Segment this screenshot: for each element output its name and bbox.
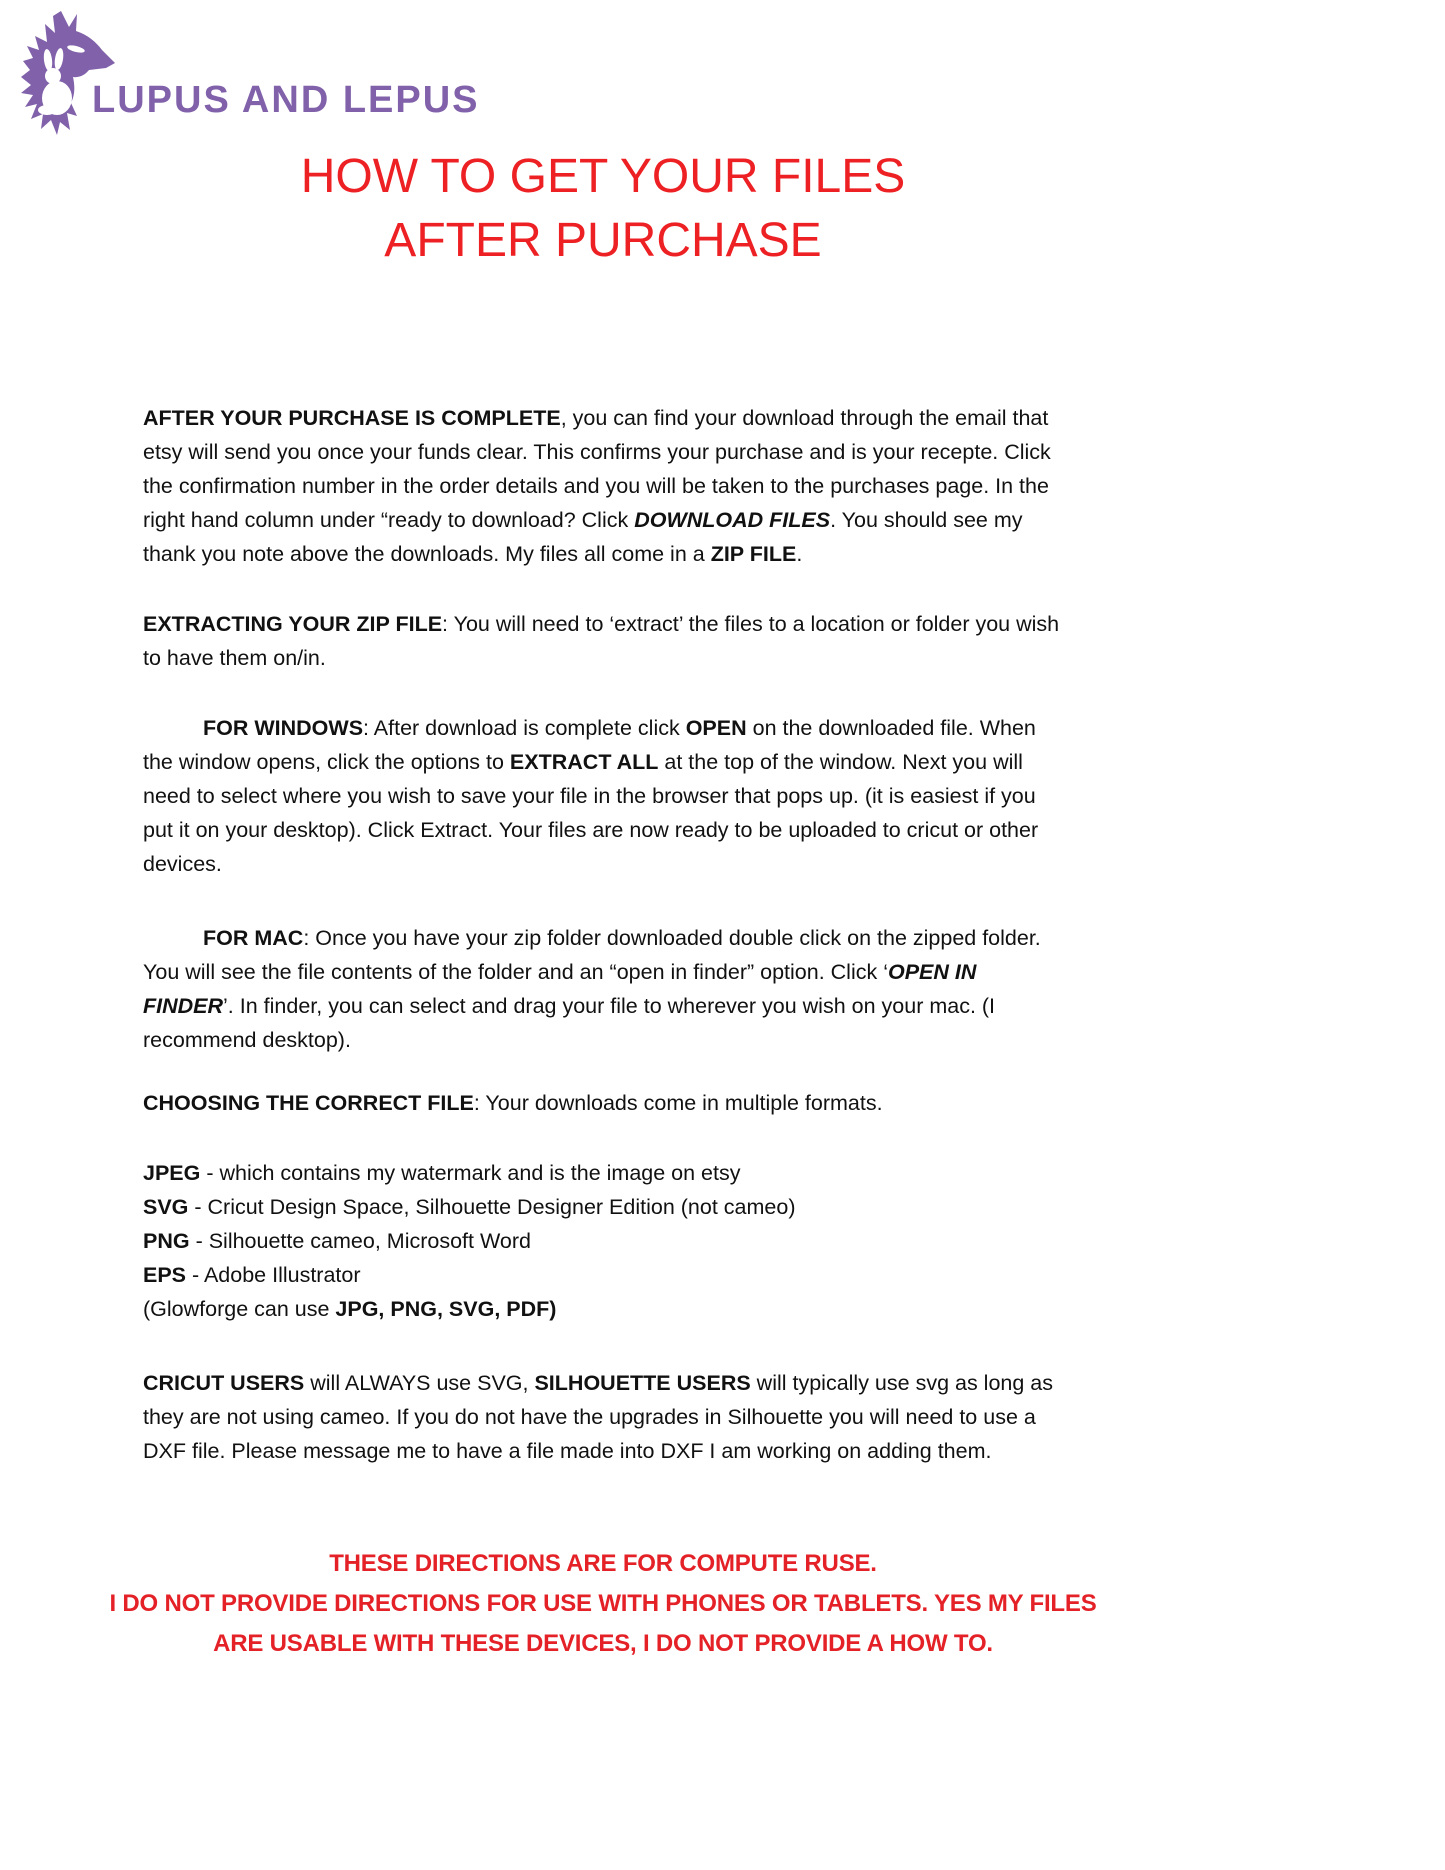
text-run: .: [796, 542, 803, 566]
text-run: : Your downloads come in multiple formats.: [473, 1091, 883, 1115]
title-line-1: HOW TO GET YOUR FILES: [300, 150, 906, 203]
text-run: AFTER YOUR PURCHASE IS COMPLETE: [143, 406, 561, 430]
text-run: OPEN IN FINDER: [143, 960, 977, 1018]
title-line-2: AFTER PURCHASE: [384, 214, 822, 267]
text-run: at the top of the window. Next you will need to select where you wish to save your file in the browser that pops up. (it is easiest if you put it on your desktop). Click Extract. Your files are now ready to be uploaded to cricut or other devices.: [143, 750, 1039, 876]
format-item-eps: [143, 1258, 1063, 1292]
format-desc: - Silhouette cameo, Microsoft Word: [189, 1229, 531, 1253]
format-item-png: [143, 1224, 1063, 1258]
format-desc: - Adobe Illustrator: [186, 1263, 361, 1287]
paragraph-for-windows: [143, 711, 1063, 881]
format-note-glowforge: [143, 1292, 1063, 1326]
disclaimer-line-1: THESE DIRECTIONS ARE FOR COMPUTE RUSE.: [329, 1550, 877, 1577]
text-run: OPEN: [685, 716, 747, 740]
paragraph-for-mac: [143, 921, 1063, 1057]
brand-name: LUPUS AND LEPUS: [92, 79, 480, 121]
format-label: EPS: [143, 1263, 187, 1287]
text-run: EXTRACTING YOUR ZIP FILE: [143, 612, 443, 636]
text-run: will typically use svg as long as they are not using cameo. If you do not have the upgrades in Silhouette you will need to use a DXF file. Please message me to have a file made into DXF I am working on adding them.: [143, 1371, 1054, 1463]
text-run: FOR WINDOWS: [203, 716, 364, 740]
format-desc: - Cricut Design Space, Silhouette Designer Edition (not cameo): [188, 1195, 796, 1219]
disclaimer-line-2: I DO NOT PROVIDE DIRECTIONS FOR USE WITH PHONES OR TABLETS. YES MY FILES: [109, 1590, 1097, 1617]
text-run: DOWNLOAD FILES: [634, 508, 831, 532]
brand-logo: [16, 8, 480, 138]
text-run: , you can find your download through the email that etsy will send you once your funds clear. This confirms your purchase and is your recepte. Click the confirmation number in the order details and you will be taken to the purchases page. In the right hand column under “ready to download? Click: [143, 406, 1051, 532]
paragraph-choosing-file: [143, 1086, 1063, 1120]
text-run: FOR MAC: [203, 926, 304, 950]
text-run: ZIP FILE: [710, 542, 797, 566]
text-run: . You should see my thank you note above the downloads. My files all come in a: [143, 508, 1023, 566]
paragraph-after-purchase: [143, 401, 1063, 571]
text-run: CRICUT USERS: [143, 1371, 305, 1395]
document-body: [109, 0, 1097, 1664]
disclaimer-line-3: ARE USABLE WITH THESE DEVICES, I DO NOT PROVIDE A HOW TO.: [213, 1630, 993, 1657]
paragraph-cricut-users: [143, 1366, 1063, 1468]
text-run: ’. In finder, you can select and drag your file to wherever you wish on your mac. (I recommend desktop).: [143, 994, 996, 1052]
paragraph-extracting-zip: [143, 607, 1063, 675]
format-label: JPEG: [143, 1161, 201, 1185]
format-label: SVG: [143, 1195, 189, 1219]
format-item-svg: [143, 1190, 1063, 1224]
text-run: : Once you have your zip folder downloaded double click on the zipped folder. You will see the file contents of the folder and an “open in finder” option. Click ‘: [143, 926, 1041, 984]
text-run: will ALWAYS use SVG,: [304, 1371, 535, 1395]
format-desc: - which contains my watermark and is the image on etsy: [200, 1161, 741, 1185]
text-run: on the downloaded file. When the window opens, click the options to: [143, 716, 1036, 774]
text-run: EXTRACT ALL: [509, 750, 659, 774]
text-run: CHOOSING THE CORRECT FILE: [143, 1091, 474, 1115]
format-list: [143, 1156, 1063, 1326]
text-run: JPG, PNG, SVG, PDF): [335, 1297, 557, 1321]
text-run: : After download is complete click: [363, 716, 686, 740]
disclaimer-notice: [98, 1544, 1108, 1664]
text-run: : You will need to ‘extract’ the files to a location or folder you wish to have them on/in.: [143, 612, 1060, 670]
text-run: (Glowforge can use: [143, 1297, 336, 1321]
format-label: PNG: [143, 1229, 190, 1253]
text-run: SILHOUETTE USERS: [534, 1371, 751, 1395]
format-item-jpeg: [143, 1156, 1063, 1190]
